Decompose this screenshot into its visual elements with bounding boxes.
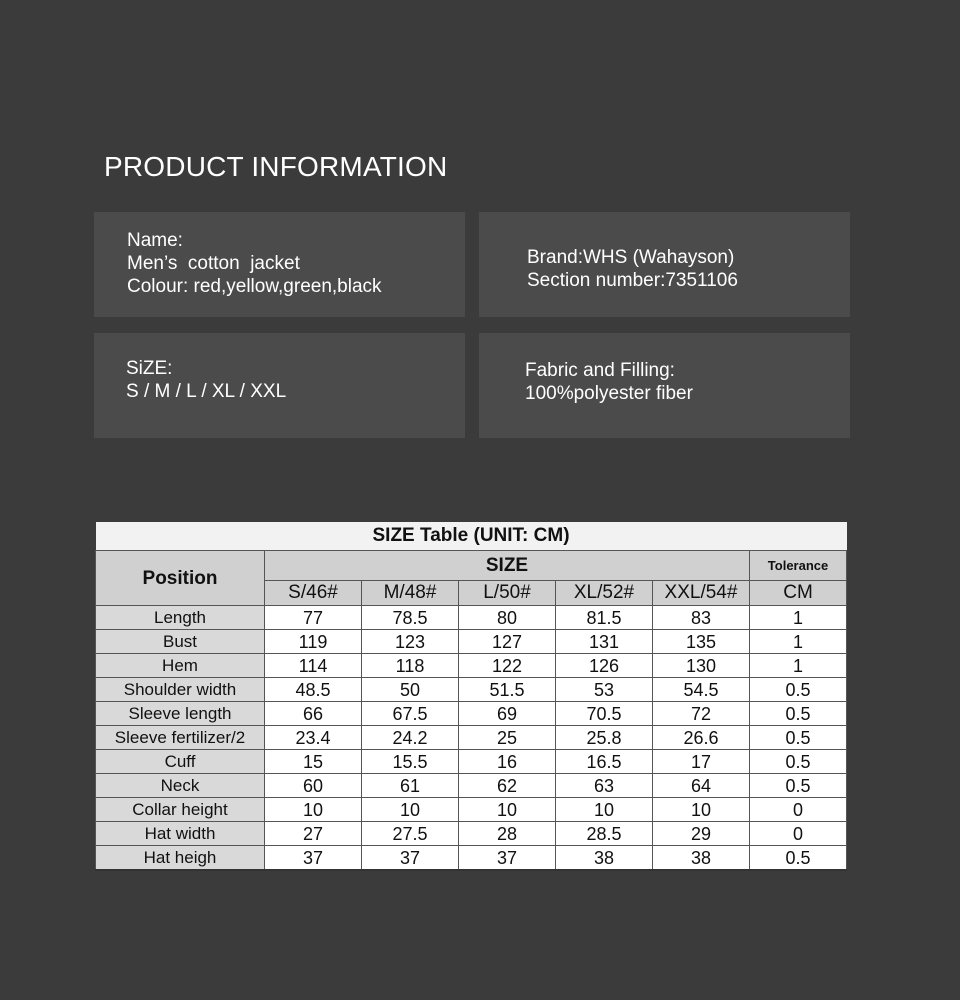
position-cell: Bust: [96, 630, 265, 654]
table-row: [96, 726, 847, 750]
product-colours: Colour: red,yellow,green,black: [127, 276, 382, 297]
position-cell: Hat heigh: [96, 846, 265, 871]
position-cell: Hat width: [96, 822, 265, 846]
measurement-cell: 118: [362, 654, 459, 678]
measurement-cell: 135: [653, 630, 750, 654]
position-cell: Cuff: [96, 750, 265, 774]
measurement-cell: 10: [362, 798, 459, 822]
table-row: [96, 702, 847, 726]
fabric-value: 100%polyester fiber: [525, 383, 693, 404]
measurement-cell: 54.5: [653, 678, 750, 702]
measurement-cell: 77: [265, 606, 362, 630]
measurement-cell: 50: [362, 678, 459, 702]
measurement-cell: 24.2: [362, 726, 459, 750]
measurement-cell: 63: [556, 774, 653, 798]
tolerance-unit: CM: [750, 581, 847, 606]
table-row: [96, 846, 847, 871]
measurement-cell: 38: [653, 846, 750, 871]
tolerance-cell: 1: [750, 630, 847, 654]
measurement-cell: 38: [556, 846, 653, 871]
measurement-cell: 69: [459, 702, 556, 726]
brand-box: [479, 212, 850, 317]
table-row: [96, 678, 847, 702]
fabric-box: [479, 333, 850, 438]
position-cell: Hem: [96, 654, 265, 678]
measurement-cell: 37: [362, 846, 459, 871]
position-header: Position: [96, 551, 265, 606]
tolerance-cell: 0.5: [750, 750, 847, 774]
size-table-caption: SIZE Table (UNIT: CM): [96, 522, 847, 551]
size-label: SiZE:: [126, 358, 173, 379]
table-row: [96, 822, 847, 846]
tolerance-cell: 1: [750, 606, 847, 630]
measurement-cell: 29: [653, 822, 750, 846]
size-column-header: XXL/54#: [653, 581, 750, 606]
measurement-cell: 10: [556, 798, 653, 822]
measurement-cell: 126: [556, 654, 653, 678]
measurement-cell: 66: [265, 702, 362, 726]
measurement-cell: 72: [653, 702, 750, 726]
measurement-cell: 61: [362, 774, 459, 798]
measurement-cell: 17: [653, 750, 750, 774]
measurement-cell: 130: [653, 654, 750, 678]
size-column-header: L/50#: [459, 581, 556, 606]
table-row: [96, 654, 847, 678]
measurement-cell: 64: [653, 774, 750, 798]
size-column-header: M/48#: [362, 581, 459, 606]
measurement-cell: 67.5: [362, 702, 459, 726]
position-cell: Neck: [96, 774, 265, 798]
position-cell: Sleeve length: [96, 702, 265, 726]
position-cell: Shoulder width: [96, 678, 265, 702]
size-header: SIZE: [265, 551, 750, 581]
tolerance-cell: 0.5: [750, 726, 847, 750]
measurement-cell: 80: [459, 606, 556, 630]
table-row: [96, 606, 847, 630]
measurement-cell: 26.6: [653, 726, 750, 750]
section-number: Section number:7351106: [527, 270, 738, 291]
page-title: PRODUCT INFORMATION: [104, 151, 448, 182]
tolerance-header: Tolerance: [750, 551, 847, 581]
measurement-cell: 15.5: [362, 750, 459, 774]
measurement-cell: 16: [459, 750, 556, 774]
measurement-cell: 81.5: [556, 606, 653, 630]
measurement-cell: 15: [265, 750, 362, 774]
product-name: Men’s cotton jacket: [127, 253, 300, 274]
position-cell: Collar height: [96, 798, 265, 822]
size-table-body: [96, 606, 847, 871]
measurement-cell: 83: [653, 606, 750, 630]
tolerance-cell: 0: [750, 798, 847, 822]
measurement-cell: 37: [459, 846, 556, 871]
measurement-cell: 23.4: [265, 726, 362, 750]
tolerance-cell: 0.5: [750, 678, 847, 702]
measurement-cell: 60: [265, 774, 362, 798]
position-cell: Sleeve fertilizer/2: [96, 726, 265, 750]
measurement-cell: 25: [459, 726, 556, 750]
measurement-cell: 48.5: [265, 678, 362, 702]
measurement-cell: 119: [265, 630, 362, 654]
measurement-cell: 127: [459, 630, 556, 654]
table-row: [96, 774, 847, 798]
measurement-cell: 62: [459, 774, 556, 798]
size-table: [95, 522, 847, 871]
measurement-cell: 27.5: [362, 822, 459, 846]
size-column-header: S/46#: [265, 581, 362, 606]
tolerance-cell: 1: [750, 654, 847, 678]
measurement-cell: 70.5: [556, 702, 653, 726]
tolerance-cell: 0: [750, 822, 847, 846]
tolerance-cell: 0.5: [750, 846, 847, 871]
measurement-cell: 10: [459, 798, 556, 822]
measurement-cell: 16.5: [556, 750, 653, 774]
table-row: [96, 630, 847, 654]
size-box: [94, 333, 465, 438]
tolerance-cell: 0.5: [750, 702, 847, 726]
measurement-cell: 51.5: [459, 678, 556, 702]
measurement-cell: 25.8: [556, 726, 653, 750]
measurement-cell: 10: [653, 798, 750, 822]
size-column-header: XL/52#: [556, 581, 653, 606]
measurement-cell: 114: [265, 654, 362, 678]
measurement-cell: 122: [459, 654, 556, 678]
tolerance-cell: 0.5: [750, 774, 847, 798]
table-row: [96, 798, 847, 822]
measurement-cell: 131: [556, 630, 653, 654]
name-label: Name:: [127, 230, 183, 251]
measurement-cell: 78.5: [362, 606, 459, 630]
measurement-cell: 27: [265, 822, 362, 846]
brand-text: Brand:WHS (Wahayson): [527, 247, 735, 268]
product-name-box: [94, 212, 465, 317]
measurement-cell: 10: [265, 798, 362, 822]
measurement-cell: 28: [459, 822, 556, 846]
size-list: S / M / L / XL / XXL: [126, 381, 287, 402]
measurement-cell: 37: [265, 846, 362, 871]
position-cell: Length: [96, 606, 265, 630]
fabric-label: Fabric and Filling:: [525, 360, 675, 381]
measurement-cell: 53: [556, 678, 653, 702]
measurement-cell: 28.5: [556, 822, 653, 846]
measurement-cell: 123: [362, 630, 459, 654]
table-row: [96, 750, 847, 774]
